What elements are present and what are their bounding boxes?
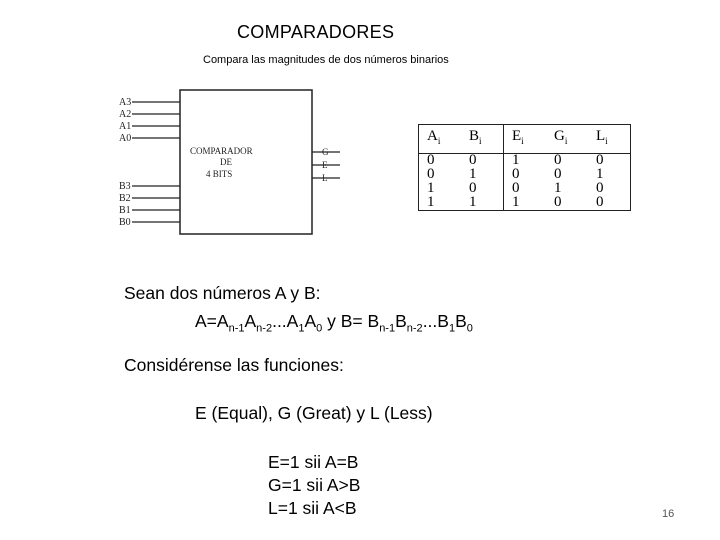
table-cell: 0	[504, 168, 547, 182]
comparator-block	[180, 90, 312, 234]
functions-list: E (Equal), G (Great) y L (Less)	[195, 403, 433, 423]
table-cell: 0	[554, 166, 562, 182]
table-cell: 1	[504, 196, 547, 211]
block-label-line1: COMPARADOR	[190, 146, 253, 156]
header-ei: $E_i$	[504, 125, 547, 154]
input-label-a3: A3	[119, 97, 132, 108]
header-ai: $A_i$	[419, 125, 462, 154]
block-label-line3: 4 BITS	[206, 169, 233, 179]
output-label-e: E	[322, 160, 328, 170]
table-cell: 1	[469, 166, 477, 182]
table-cell: 0	[469, 152, 477, 168]
great-condition: G=1 sii A>B	[268, 475, 361, 495]
table-cell: 0	[596, 180, 604, 196]
input-label-b1: B1	[119, 205, 131, 216]
table-cell: 0	[469, 180, 477, 196]
page-number: 16	[662, 508, 675, 520]
block-label-line2: DE	[220, 157, 232, 167]
comparator-diagram	[110, 88, 340, 238]
truth-table	[418, 124, 631, 211]
table-cell: 0	[554, 194, 562, 210]
functions-heading: Considérense las funciones:	[124, 355, 344, 375]
table-cell: 1	[504, 154, 547, 169]
input-label-a2: A2	[119, 109, 132, 120]
table-row	[419, 196, 631, 211]
table-cell: 0	[427, 166, 435, 182]
input-label-b2: B2	[119, 193, 131, 204]
slide-subtitle: Compara las magnitudes de dos números binarios	[203, 54, 449, 66]
table-cell: 0	[427, 152, 435, 168]
table-cell: 1	[427, 194, 435, 210]
input-label-a1: A1	[119, 121, 132, 132]
truth-table-header-row	[419, 125, 631, 154]
input-label-a0: A0	[119, 133, 132, 144]
header-gi: $G_i$	[546, 125, 588, 154]
definition-line: $A=A_{n-1}A_{n-2}...A_1A_0$ y $B= B_{n-1}B_{n-2}...B_1B_0$	[195, 311, 473, 335]
less-condition: L=1 sii A<B	[268, 498, 357, 518]
slide-title: COMPARADORES	[237, 22, 395, 42]
output-label-l: L	[322, 173, 328, 183]
output-label-g: G	[322, 147, 329, 157]
table-cell: 1	[596, 166, 604, 182]
table-cell: 0	[596, 194, 604, 210]
equal-condition: E=1 sii A=B	[268, 452, 359, 472]
table-cell: 1	[554, 180, 562, 196]
table-cell: 1	[469, 194, 477, 210]
input-label-b3: B3	[119, 181, 131, 192]
input-label-b0: B0	[119, 217, 131, 228]
intro-line: Sean dos números A y B:	[124, 283, 321, 303]
table-cell: 0	[504, 182, 547, 196]
header-bi: $B_i$	[461, 125, 504, 154]
table-cell: 1	[427, 180, 435, 196]
table-cell: 0	[596, 152, 604, 168]
table-cell: 0	[554, 152, 562, 168]
header-li: $L_i$	[588, 125, 631, 154]
